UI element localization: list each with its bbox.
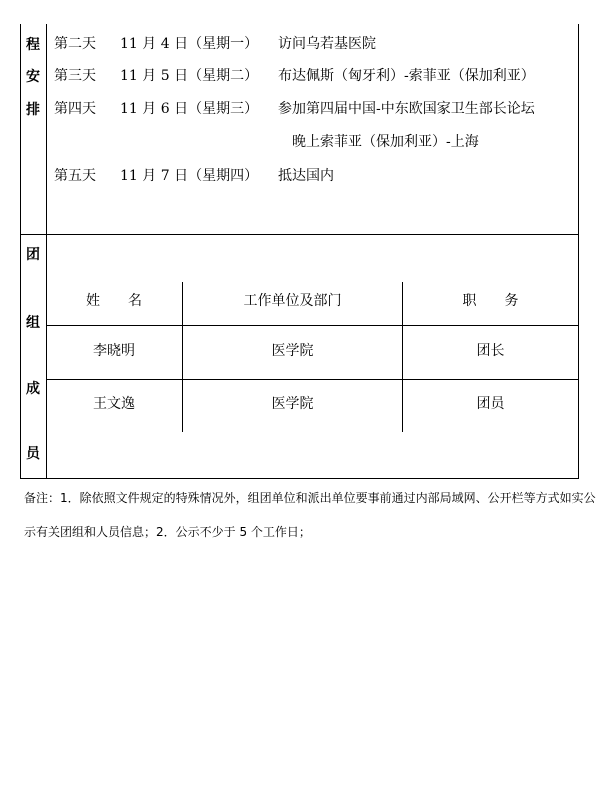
members-label-char: 组 — [26, 315, 40, 331]
itinerary-activity: 抵达国内 — [278, 168, 334, 184]
itinerary-activity: 访问乌若基医院 — [278, 36, 376, 52]
itinerary-date: 11 月 4 日（星期一） — [120, 36, 259, 52]
itinerary-date: 11 月 7 日（星期四） — [120, 168, 259, 184]
member-unit: 医学院 — [271, 343, 314, 359]
schedule-label-char: 排 — [26, 102, 40, 118]
itinerary-date: 11 月 5 日（星期二） — [120, 68, 259, 84]
itinerary-day: 第二天 — [54, 36, 96, 52]
member-unit: 医学院 — [271, 396, 314, 412]
note-line-2: 示有关团组和人员信息；2．公示不少于 5 个工作日； — [24, 525, 311, 539]
schedule-label-char: 程 — [26, 37, 40, 53]
member-name: 王文逸 — [93, 396, 135, 412]
members-row-divider — [46, 379, 579, 380]
members-label-char: 团 — [26, 247, 40, 263]
schedule-members-divider — [20, 234, 579, 235]
itinerary-date: 11 月 6 日（星期三） — [120, 101, 259, 117]
member-title: 团员 — [476, 396, 505, 412]
note-line-1: 备注：1．除依照文件规定的特殊情况外，组团单位和派出单位要事前通过内部局域网、公开栏等方式如实公 — [24, 491, 596, 505]
table-left-border — [20, 24, 21, 479]
member-title: 团长 — [476, 343, 505, 359]
members-label-char: 员 — [26, 446, 40, 462]
itinerary-day: 第三天 — [54, 68, 96, 84]
itinerary-day: 第五天 — [54, 168, 96, 184]
itinerary-activity: 参加第四届中国-中东欧国家卫生部长论坛 — [278, 101, 535, 117]
member-name: 李晓明 — [93, 343, 135, 359]
itinerary-activity: 布达佩斯（匈牙利）-索菲亚（保加利亚） — [278, 68, 535, 84]
members-header-name: 姓 名 — [86, 293, 142, 309]
itinerary-activity: 晚上索菲亚（保加利亚）-上海 — [292, 134, 479, 150]
members-label-char: 成 — [26, 381, 40, 397]
members-header-title: 职 务 — [462, 293, 519, 309]
table-right-border — [578, 24, 579, 479]
itinerary-day: 第四天 — [54, 101, 96, 117]
members-header-unit: 工作单位及部门 — [243, 293, 342, 309]
table-bottom-border — [20, 478, 579, 479]
schedule-label-char: 安 — [26, 69, 40, 85]
members-header-divider — [46, 325, 579, 326]
